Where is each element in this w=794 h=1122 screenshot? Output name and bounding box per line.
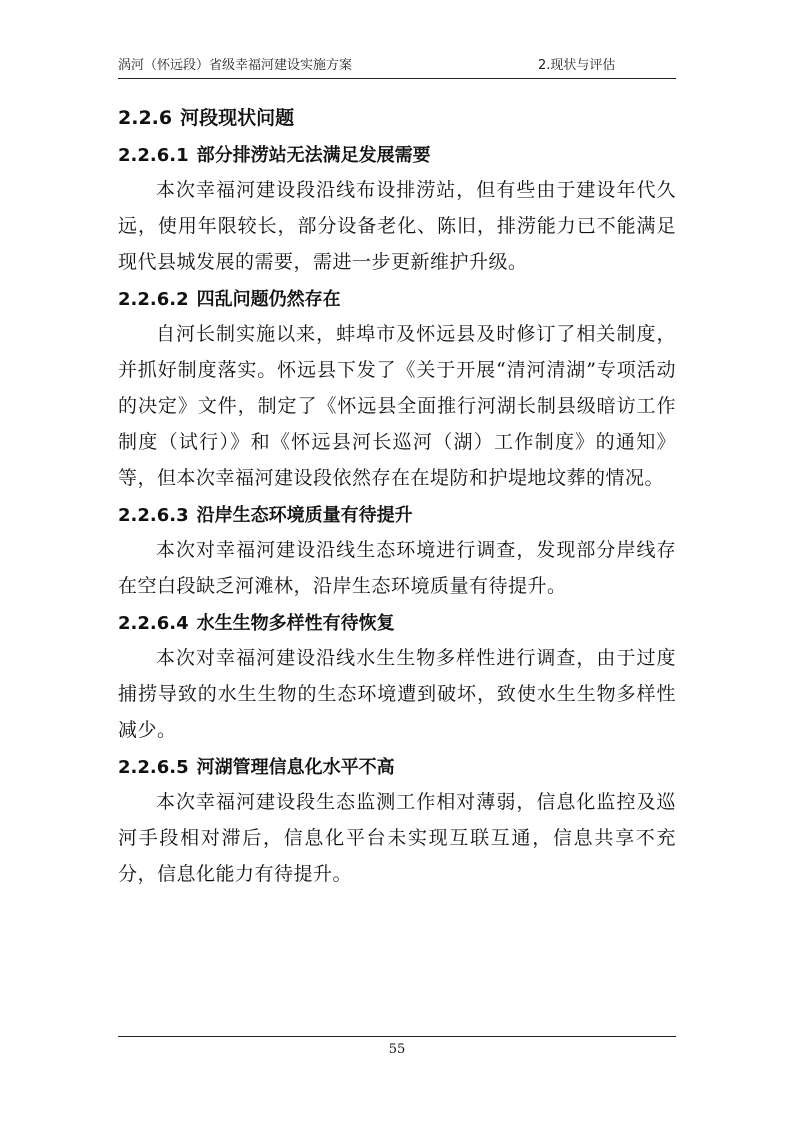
subsection-paragraph-1: 本次幸福河建设段沿线布设排涝站，但有些由于建设年代久远，使用年限较长，部分设备老化、陈旧，排涝能力已不能满足现代县城发展的需要，需进一步更新维护升级。 — [118, 179, 676, 273]
subsection-title: 河湖管理信息化水平不高 — [196, 757, 395, 778]
subsection-title: 水生生物多样性有待恢复 — [196, 613, 395, 634]
footer-divider — [118, 1036, 676, 1037]
subsection-number: 2.2.6.1 — [118, 145, 189, 166]
subsection-number: 2.2.6.2 — [118, 289, 189, 310]
subsection-paragraph-5: 本次幸福河建设段生态监测工作相对薄弱，信息化监控及巡河手段相对滞后，信息化平台未实现互联互通，信息共享不充分，信息化能力有待提升。 — [118, 791, 676, 885]
subsection-heading-5 — [118, 752, 676, 784]
section-heading — [118, 102, 676, 134]
subsection-heading-1 — [118, 140, 676, 172]
header-chapter-title: 2.现状与评估 — [538, 58, 616, 73]
subsection-paragraph-4: 本次对幸福河建设沿线水生生物多样性进行调查，由于过度捕捞导致的水生生物的生态环境遭到破坏，致使水生生物多样性减少。 — [118, 647, 676, 741]
subsection-number: 2.2.6.3 — [118, 505, 189, 526]
subsection-heading-3 — [118, 500, 676, 532]
header-document-title: 涡河（怀远段）省级幸福河建设实施方案 — [118, 58, 353, 73]
subsection-title: 沿岸生态环境质量有待提升 — [196, 505, 413, 526]
subsection-paragraph-2: 自河长制实施以来，蚌埠市及怀远县及时修订了相关制度，并抓好制度落实。怀远县下发了《关于开展“清河清湖”专项活动的决定》文件，制定了《怀远县全面推行河湖长制县级暗访工作制度（试行）》和《怀远县河长巡河（湖）工作制度》的通知》等，但本次幸福河建设段依然存在在堤防和护堤地坟葬的情况。 — [118, 323, 676, 489]
section-title: 河段现状问题 — [180, 107, 295, 129]
subsection-heading-4 — [118, 608, 676, 640]
page-content — [118, 102, 676, 896]
page-number: 55 — [388, 1042, 406, 1057]
page-header — [118, 50, 676, 79]
subsection-title: 四乱问题仍然存在 — [196, 289, 341, 310]
subsection-heading-2 — [118, 284, 676, 316]
subsection-paragraph-3: 本次对幸福河建设沿线生态环境进行调查，发现部分岸线存在空白段缺乏河滩林，沿岸生态环境质量有待提升。 — [118, 539, 676, 597]
section-number: 2.2.6 — [118, 107, 173, 129]
subsection-number: 2.2.6.5 — [118, 757, 189, 778]
subsection-title: 部分排涝站无法满足发展需要 — [196, 145, 431, 166]
subsection-number: 2.2.6.4 — [118, 613, 189, 634]
